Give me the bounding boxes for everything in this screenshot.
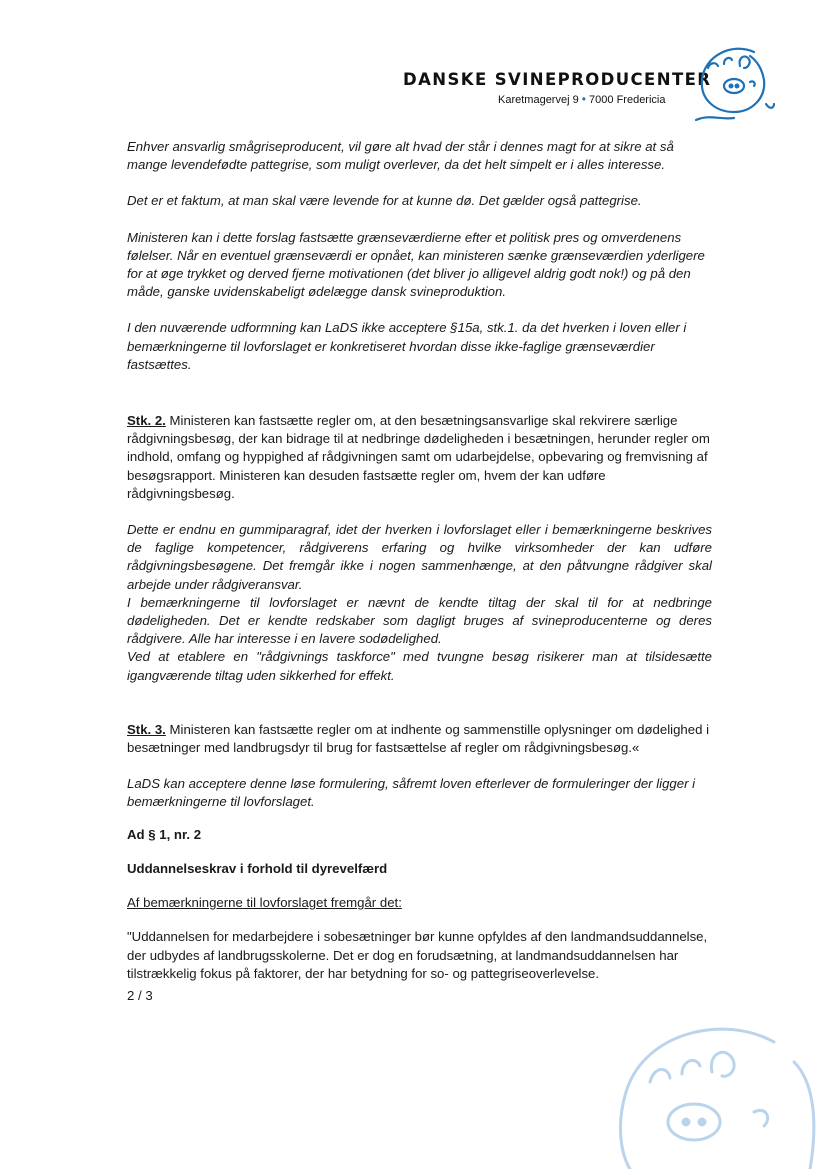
stk-2-label: Stk. 2. — [127, 413, 166, 429]
paragraph: Ved at etablere en "rådgivnings taskforce" med tvungne besøg risikerer man at tilsidesætte igangværende tiltag uden sikkerhed for effekt. — [127, 649, 712, 683]
section-heading: Ad § 1, nr. 2 — [127, 826, 202, 842]
pig-logo-icon — [694, 46, 776, 126]
stk-3-text: Ministeren kan fastsætte regler om at indhente og sammenstille oplysninger om dødelighed i besætninger med landbrugsdyr til brug for fastsættelse af regler om rådgivningsbesøg.« — [127, 721, 710, 756]
paragraph: Det er et faktum, at man skal være levende for at kunne dø. Det gælder også pattegrise. — [127, 193, 642, 209]
pig-watermark-icon — [604, 1022, 828, 1169]
paragraph: Enhver ansvarlig smågriseproducent, vil gøre alt hvad der står i dennes magt for at sikre at så mange levendefødte pattegrise, som muligt overlever, da det helt simpelt er i alles interesse. — [127, 139, 674, 173]
paragraph: I den nuværende udformning kan LaDS ikke acceptere §15a, stk.1. da det hverken i loven eller i bemærkningerne til lovforslaget er konkretiseret hvordan disse ikke-faglige grænseværdier fastsættes. — [127, 320, 687, 372]
address-separator: • — [581, 92, 586, 106]
organization-address — [498, 92, 665, 106]
section-heading: Uddannelseskrav i forhold til dyrevelfærd — [127, 860, 388, 876]
paragraph: I bemærkningerne til lovforslaget er nævnt de kendte tiltag der skal til for at nedbringe dødeligheden. Det er kendte redskaber som dagligt bruges af svineproducenterne og deres rådgivere. Alle har interesse i en lavere sodødelighed. — [127, 594, 712, 647]
address-street: Karetmagervej 9 — [498, 94, 579, 106]
paragraph: Ministeren kan i dette forslag fastsætte grænseværdierne efter et politisk pres og omverdenens følelser. Når en eventuel grænseværdi er opnået, kan ministeren sænke grænseværdien yderligere for at øge trykket og derved fjerne motivationen (det bliver jo alligevel aldrig godt nok!) og på den måde, ganske uvidenskabeligt ødelægge dansk svineproduktion. — [127, 229, 705, 300]
letter-body — [127, 138, 712, 1005]
stk-2-text: Ministeren kan fastsætte regler om, at den besætningsansvarlige skal rekvirere særlige rådgivningsbesøg, der kan bidrage til at nedbringe dødeligheden i besætningen, herunder regler om indhold, omfang og hyppighed af rådgivningen samt om udarbejdelse, opbevaring og fremvisning af besøgsrapport. Ministeren kan desuden fastsætte regler om, hvem der kan udføre rådgivningsbesøg. — [127, 413, 710, 501]
paragraph: Dette er endnu en gummiparagraf, idet der hverken i lovforslaget eller i bemærkningerne beskrives de faglige kompetencer, rådgiverens erfaring og hvilke virksomheder der kan udføre rådgivningsbesøgene. Det fremgår ikke i nogen sammenhænge, at den påtvungne rådgiver skal arbejde under rådgiveransvar. — [127, 522, 712, 592]
paragraph-stk-3 — [127, 721, 712, 757]
sub-heading: Af bemærkningerne til lovforslaget fremgår det: — [127, 895, 402, 911]
paragraph-stk-2 — [127, 412, 712, 503]
address-city: 7000 Fredericia — [589, 94, 666, 106]
letterhead — [403, 70, 712, 89]
page-number: 2 / 3 — [127, 987, 153, 1003]
paragraph: LaDS kan acceptere denne løse formulering, såfremt loven efterlever de formuleringer der ligger i bemærkningerne til lovforslaget. — [127, 776, 696, 810]
quote-paragraph: "Uddannelsen for medarbejdere i sobesætninger bør kunne opfyldes af den landmandsuddannelse, der udbydes af landbrugsskolerne. Det er dog en forudsætning, at landmandsuddannelsen har tilstrækkelig fokus på faktorer, der har betydning for so- og pattegriseoverlevelse. — [127, 929, 708, 981]
stk-3-label: Stk. 3. — [127, 721, 166, 737]
organization-name: DANSKE SVINEPRODUCENTER — [403, 70, 712, 89]
